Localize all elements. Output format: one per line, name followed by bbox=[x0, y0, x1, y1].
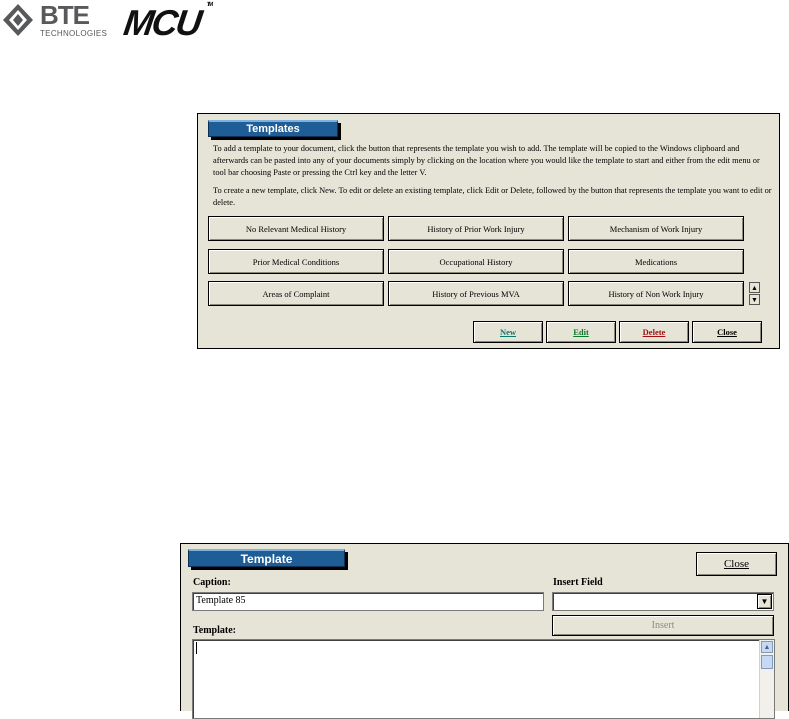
templates-window bbox=[197, 113, 780, 349]
template-button-prior-medical-conditions[interactable]: Prior Medical Conditions bbox=[208, 249, 384, 274]
insert-field-label: Insert Field bbox=[553, 577, 603, 588]
instruction-add: To add a template to your document, click the button that represents the template you wish to add. The template will be copied to the Windows clipboard and afterwards can be pasted into any of your documents simply by clicking on the location where you would like the template to start and either from the edit menu or tool bar choosing Paste or pressing the Ctrl key and the letter V. bbox=[213, 144, 760, 177]
delete-button[interactable]: Delete bbox=[619, 321, 689, 343]
text-cursor bbox=[196, 642, 197, 654]
scroll-thumb[interactable] bbox=[761, 655, 773, 669]
template-title: Template bbox=[188, 549, 345, 567]
new-button[interactable]: New bbox=[473, 321, 543, 343]
bte-wordmark: BTE bbox=[40, 0, 89, 30]
scroll-up-icon[interactable]: ▲ bbox=[749, 282, 760, 293]
template-button-occupational-history[interactable]: Occupational History bbox=[388, 249, 564, 274]
template-textarea[interactable] bbox=[192, 639, 775, 719]
dropdown-arrow-icon[interactable]: ▼ bbox=[757, 594, 772, 609]
caption-label: Caption: bbox=[193, 577, 231, 588]
template-button-mechanism-of-work-injury[interactable]: Mechanism of Work Injury bbox=[568, 216, 744, 241]
template-editor-window bbox=[180, 543, 789, 711]
editor-close-button[interactable]: Close bbox=[696, 552, 777, 576]
template-button-history-of-prior-work-injury[interactable]: History of Prior Work Injury bbox=[388, 216, 564, 241]
insert-button[interactable]: Insert bbox=[552, 615, 774, 636]
close-button[interactable]: Close bbox=[692, 321, 762, 343]
template-button-medications[interactable]: Medications bbox=[568, 249, 744, 274]
bte-diamond-icon bbox=[2, 3, 34, 37]
scroll-up-arrow-icon[interactable]: ▲ bbox=[761, 641, 773, 653]
template-scrollbar[interactable] bbox=[759, 640, 774, 718]
templates-title: Templates bbox=[208, 120, 338, 137]
mcu-trademark: TM bbox=[206, 2, 212, 8]
insert-field-select[interactable] bbox=[552, 592, 774, 611]
template-button-history-of-previous-mva[interactable]: History of Previous MVA bbox=[388, 281, 564, 306]
template-button-no-relevant-medical-history[interactable]: No Relevant Medical History bbox=[208, 216, 384, 241]
bte-logo bbox=[0, 0, 122, 42]
scroll-down-icon[interactable]: ▼ bbox=[749, 294, 760, 305]
caption-input[interactable]: Template 85 bbox=[192, 592, 544, 611]
mcu-wordmark: MCU bbox=[121, 2, 203, 43]
bte-subtitle: TECHNOLOGIES bbox=[40, 29, 108, 38]
template-label: Template: bbox=[193, 625, 236, 636]
template-button-history-of-non-work-injury[interactable]: History of Non Work Injury bbox=[568, 281, 744, 306]
instruction-create: To create a new template, click New. To edit or delete an existing template, click Edit or Delete, followed by the button that represents the template you want to edit or delete. bbox=[213, 186, 772, 207]
edit-button[interactable]: Edit bbox=[546, 321, 616, 343]
template-button-areas-of-complaint[interactable]: Areas of Complaint bbox=[208, 281, 384, 306]
mcu-logo bbox=[121, 2, 212, 44]
